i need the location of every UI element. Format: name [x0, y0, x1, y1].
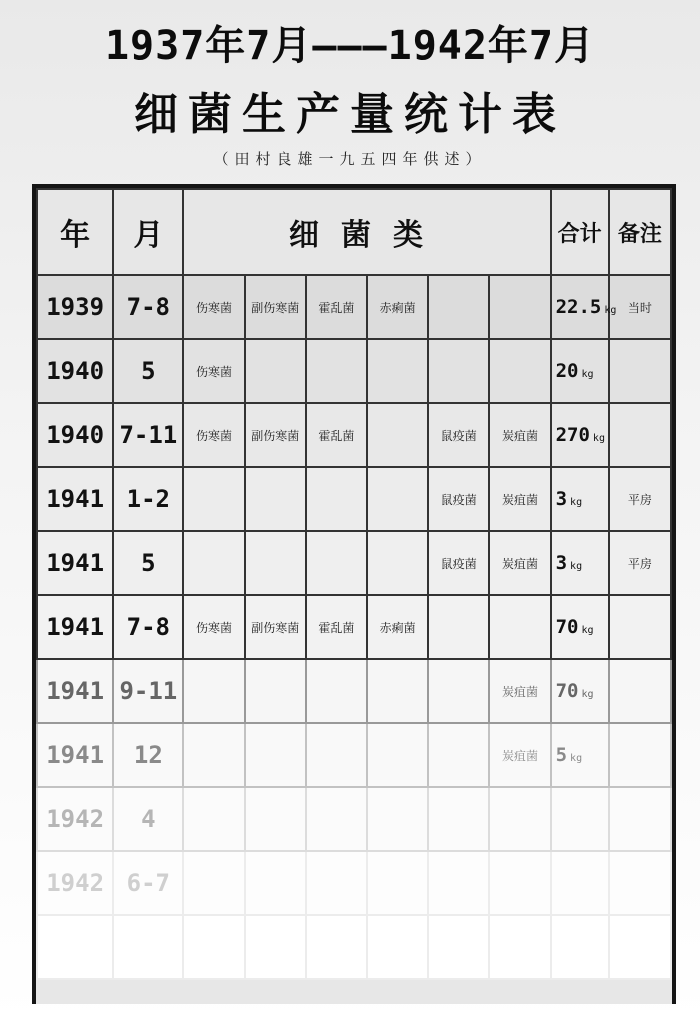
empty-cell: [428, 915, 489, 979]
cell-total: [551, 275, 617, 339]
cell-bacteria: 霍乱菌: [306, 403, 367, 467]
cell-month: 7-8: [113, 595, 183, 659]
cell-bacteria: [428, 595, 489, 659]
cell-bacteria: [428, 275, 489, 339]
empty-cell: [306, 915, 367, 979]
table-row: [37, 275, 671, 339]
cell-bacteria: [183, 659, 244, 723]
cell-year: 1942: [37, 787, 113, 851]
total-unit: kg: [592, 433, 605, 444]
empty-cell: [245, 915, 306, 979]
total-value: 22.5: [555, 296, 602, 318]
cell-year: 1941: [37, 659, 113, 723]
header-year: 年: [37, 189, 113, 275]
cell-month: 1-2: [113, 467, 183, 531]
cell-bacteria: [306, 659, 367, 723]
cell-total: [551, 595, 609, 659]
cell-year: 1940: [37, 339, 113, 403]
table-row: [37, 467, 671, 531]
cell-bacteria: 炭疽菌: [489, 531, 550, 595]
cell-bacteria: 炭疽菌: [489, 659, 550, 723]
total-unit: kg: [581, 369, 594, 380]
cell-bacteria: [245, 659, 306, 723]
total-unit: kg: [570, 561, 583, 572]
cell-bacteria: 霍乱菌: [306, 595, 367, 659]
cell-bacteria: [367, 723, 428, 787]
cell-bacteria: [183, 723, 244, 787]
cell-bacteria: [306, 723, 367, 787]
cell-bacteria: 副伤寒菌: [245, 403, 306, 467]
cell-bacteria: [489, 787, 550, 851]
empty-cell: [37, 915, 113, 979]
cell-bacteria: 鼠疫菌: [428, 403, 489, 467]
cell-bacteria: [183, 531, 244, 595]
cell-bacteria: 鼠疫菌: [428, 531, 489, 595]
cell-month: 7-8: [113, 275, 183, 339]
table-header-row: [37, 189, 671, 275]
cell-note: [609, 403, 671, 467]
cell-bacteria: [367, 787, 428, 851]
cell-bacteria: [367, 851, 428, 915]
total-value: 70: [555, 616, 579, 638]
table-row: [37, 339, 671, 403]
cell-bacteria: [428, 659, 489, 723]
cell-bacteria: [428, 339, 489, 403]
production-table: [36, 188, 672, 980]
cell-bacteria: [245, 787, 306, 851]
total-value: 5: [555, 744, 568, 766]
cell-total: [551, 467, 609, 531]
header-total: 合计: [551, 189, 609, 275]
cell-bacteria: 副伤寒菌: [245, 275, 306, 339]
cell-year: 1941: [37, 723, 113, 787]
cell-note: [609, 339, 671, 403]
cell-month: 5: [113, 531, 183, 595]
cell-total: [551, 851, 609, 915]
empty-cell: [183, 915, 244, 979]
cell-note: 平房: [609, 531, 671, 595]
cell-bacteria: [489, 595, 550, 659]
title-dates: 1937年7月———1942年7月: [104, 23, 596, 69]
cell-bacteria: [367, 659, 428, 723]
cell-total: [551, 403, 609, 467]
cell-bacteria: [306, 851, 367, 915]
cell-total: [551, 787, 609, 851]
cell-note: [609, 659, 671, 723]
total-value: 270: [555, 424, 590, 446]
empty-cell: [113, 915, 183, 979]
cell-bacteria: [245, 467, 306, 531]
total-value: 20: [555, 360, 579, 382]
cell-bacteria: [245, 851, 306, 915]
cell-bacteria: 伤寒菌: [183, 595, 244, 659]
cell-bacteria: 炭疽菌: [489, 467, 550, 531]
table-body: [37, 275, 671, 979]
cell-bacteria: [489, 339, 550, 403]
cell-total: [551, 531, 609, 595]
cell-bacteria: 副伤寒菌: [245, 595, 306, 659]
cell-bacteria: 霍乱菌: [306, 275, 367, 339]
table-row: [37, 531, 671, 595]
cell-note: [609, 851, 671, 915]
header-bacteria: 细菌类: [183, 189, 550, 275]
cell-note: [609, 787, 671, 851]
cell-bacteria: [367, 339, 428, 403]
cell-bacteria: 伤寒菌: [183, 403, 244, 467]
cell-bacteria: [489, 851, 550, 915]
page-title: 细菌生产量统计表: [134, 89, 566, 140]
total-unit: kg: [581, 689, 594, 700]
empty-cell: [609, 915, 671, 979]
statistics-table: [32, 184, 676, 1004]
cell-bacteria: [183, 851, 244, 915]
title-subtitle: （田村良雄一九五四年供述）: [213, 150, 487, 168]
cell-bacteria: [367, 531, 428, 595]
cell-bacteria: [245, 531, 306, 595]
total-unit: kg: [570, 753, 583, 764]
total-unit: kg: [570, 497, 583, 508]
header-note: 备注: [609, 189, 671, 275]
table-row: [37, 723, 671, 787]
header-month: 月: [113, 189, 183, 275]
empty-cell: [551, 915, 609, 979]
cell-month: 5: [113, 339, 183, 403]
cell-month: 9-11: [113, 659, 183, 723]
cell-bacteria: [489, 275, 550, 339]
cell-bacteria: [245, 339, 306, 403]
cell-bacteria: [306, 339, 367, 403]
cell-bacteria: [183, 787, 244, 851]
table-row: [37, 595, 671, 659]
cell-bacteria: [428, 851, 489, 915]
cell-year: 1941: [37, 467, 113, 531]
total-value: 3: [555, 488, 568, 510]
table-row: [37, 659, 671, 723]
total-unit: kg: [581, 625, 594, 636]
total-unit: kg: [604, 305, 617, 316]
cell-total: [551, 339, 609, 403]
cell-month: 4: [113, 787, 183, 851]
cell-note: 当时: [609, 275, 671, 339]
cell-month: 7-11: [113, 403, 183, 467]
cell-bacteria: 炭疽菌: [489, 403, 550, 467]
cell-bacteria: 鼠疫菌: [428, 467, 489, 531]
cell-bacteria: [428, 787, 489, 851]
cell-year: 1940: [37, 403, 113, 467]
cell-bacteria: [367, 467, 428, 531]
cell-year: 1939: [37, 275, 113, 339]
cell-bacteria: [306, 787, 367, 851]
cell-bacteria: 赤痢菌: [367, 275, 428, 339]
table-row: [37, 403, 671, 467]
cell-note: [609, 595, 671, 659]
cell-bacteria: [245, 723, 306, 787]
total-value: 70: [555, 680, 579, 702]
cell-bacteria: [306, 531, 367, 595]
cell-note: [609, 723, 671, 787]
cell-bacteria: [428, 723, 489, 787]
cell-total: [551, 659, 609, 723]
cell-bacteria: 炭疽菌: [489, 723, 550, 787]
empty-cell: [367, 915, 428, 979]
cell-year: 1941: [37, 595, 113, 659]
cell-note: 平房: [609, 467, 671, 531]
cell-month: 12: [113, 723, 183, 787]
cell-bacteria: 伤寒菌: [183, 275, 244, 339]
empty-cell: [489, 915, 550, 979]
cell-bacteria: [367, 403, 428, 467]
cell-bacteria: 伤寒菌: [183, 339, 244, 403]
cell-total: [551, 723, 609, 787]
cell-year: 1942: [37, 851, 113, 915]
total-value: 3: [555, 552, 568, 574]
cell-bacteria: [306, 467, 367, 531]
table-row: [37, 851, 671, 915]
cell-month: 6-7: [113, 851, 183, 915]
table-row: [37, 787, 671, 851]
table-row-empty: [37, 915, 671, 979]
cell-year: 1941: [37, 531, 113, 595]
cell-bacteria: [183, 467, 244, 531]
cell-bacteria: 赤痢菌: [367, 595, 428, 659]
